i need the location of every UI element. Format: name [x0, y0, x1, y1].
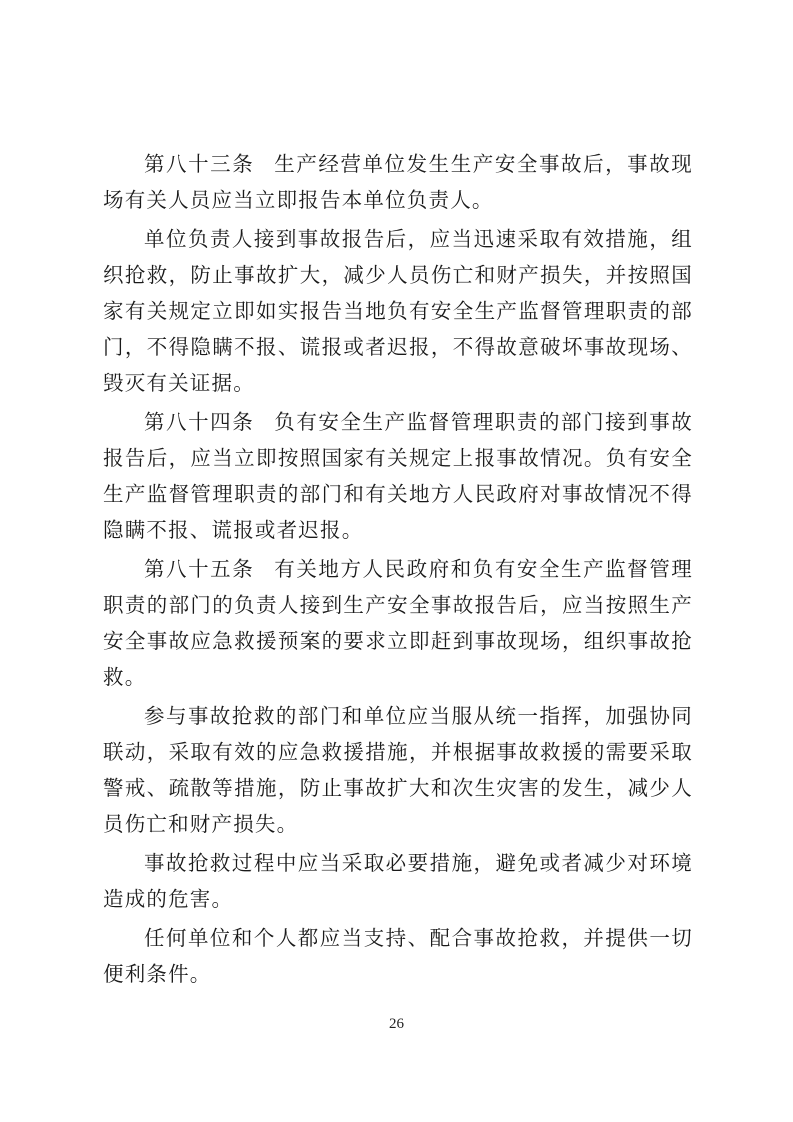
article-83-paragraph-2 — [103, 221, 693, 401]
article-84-text: 负有安全生产监督管理职责的部门接到事故报告后，应当立即按照国家有关规定上报事故情况。负有安全生产监督管理职责的部门和有关地方人民政府对事故情况不得隐瞒不报、谎报或者迟报。 — [103, 410, 693, 542]
article-83-text: 生产经营单位发生生产安全事故后，事故现场有关人员应当立即报告本单位负责人。 — [103, 152, 693, 212]
article-84-paragraph — [103, 404, 693, 548]
article-85-paragraph-4 — [103, 920, 693, 992]
article-84-label: 第八十四条 — [144, 410, 255, 434]
page-number: 26 — [389, 1016, 404, 1032]
body-text — [103, 146, 693, 992]
article-85-paragraph-2 — [103, 698, 693, 842]
article-85-text: 有关地方人民政府和负有安全生产监督管理职责的部门的负责人接到生产安全事故报告后，应当按照生产安全事故应急救援预案的要求立即赶到事故现场，组织事故抢救。 — [103, 557, 693, 689]
article-85-text-2: 参与事故抢救的部门和单位应当服从统一指挥，加强协同联动，采取有效的应急救援措施，并根据事故救援的需要采取警戒、疏散等措施，防止事故扩大和次生灾害的发生，减少人员伤亡和财产损失。 — [103, 704, 693, 836]
article-85-label: 第八十五条 — [144, 557, 255, 581]
article-85-text-4: 任何单位和个人都应当支持、配合事故抢救，并提供一切便利条件。 — [103, 926, 693, 986]
article-83-label: 第八十三条 — [144, 152, 255, 176]
article-85-paragraph-3 — [103, 845, 693, 917]
article-85-text-3: 事故抢救过程中应当采取必要措施，避免或者减少对环境造成的危害。 — [103, 851, 693, 911]
article-85-paragraph — [103, 551, 693, 695]
article-83-text-2: 单位负责人接到事故报告后，应当迅速采取有效措施，组织抢救，防止事故扩大，减少人员伤亡和财产损失，并按照国家有关规定立即如实报告当地负有安全生产监督管理职责的部门，不得隐瞒不报、谎报或者迟报，不得故意破坏事故现场、毁灭有关证据。 — [103, 227, 693, 395]
article-83-paragraph — [103, 146, 693, 218]
